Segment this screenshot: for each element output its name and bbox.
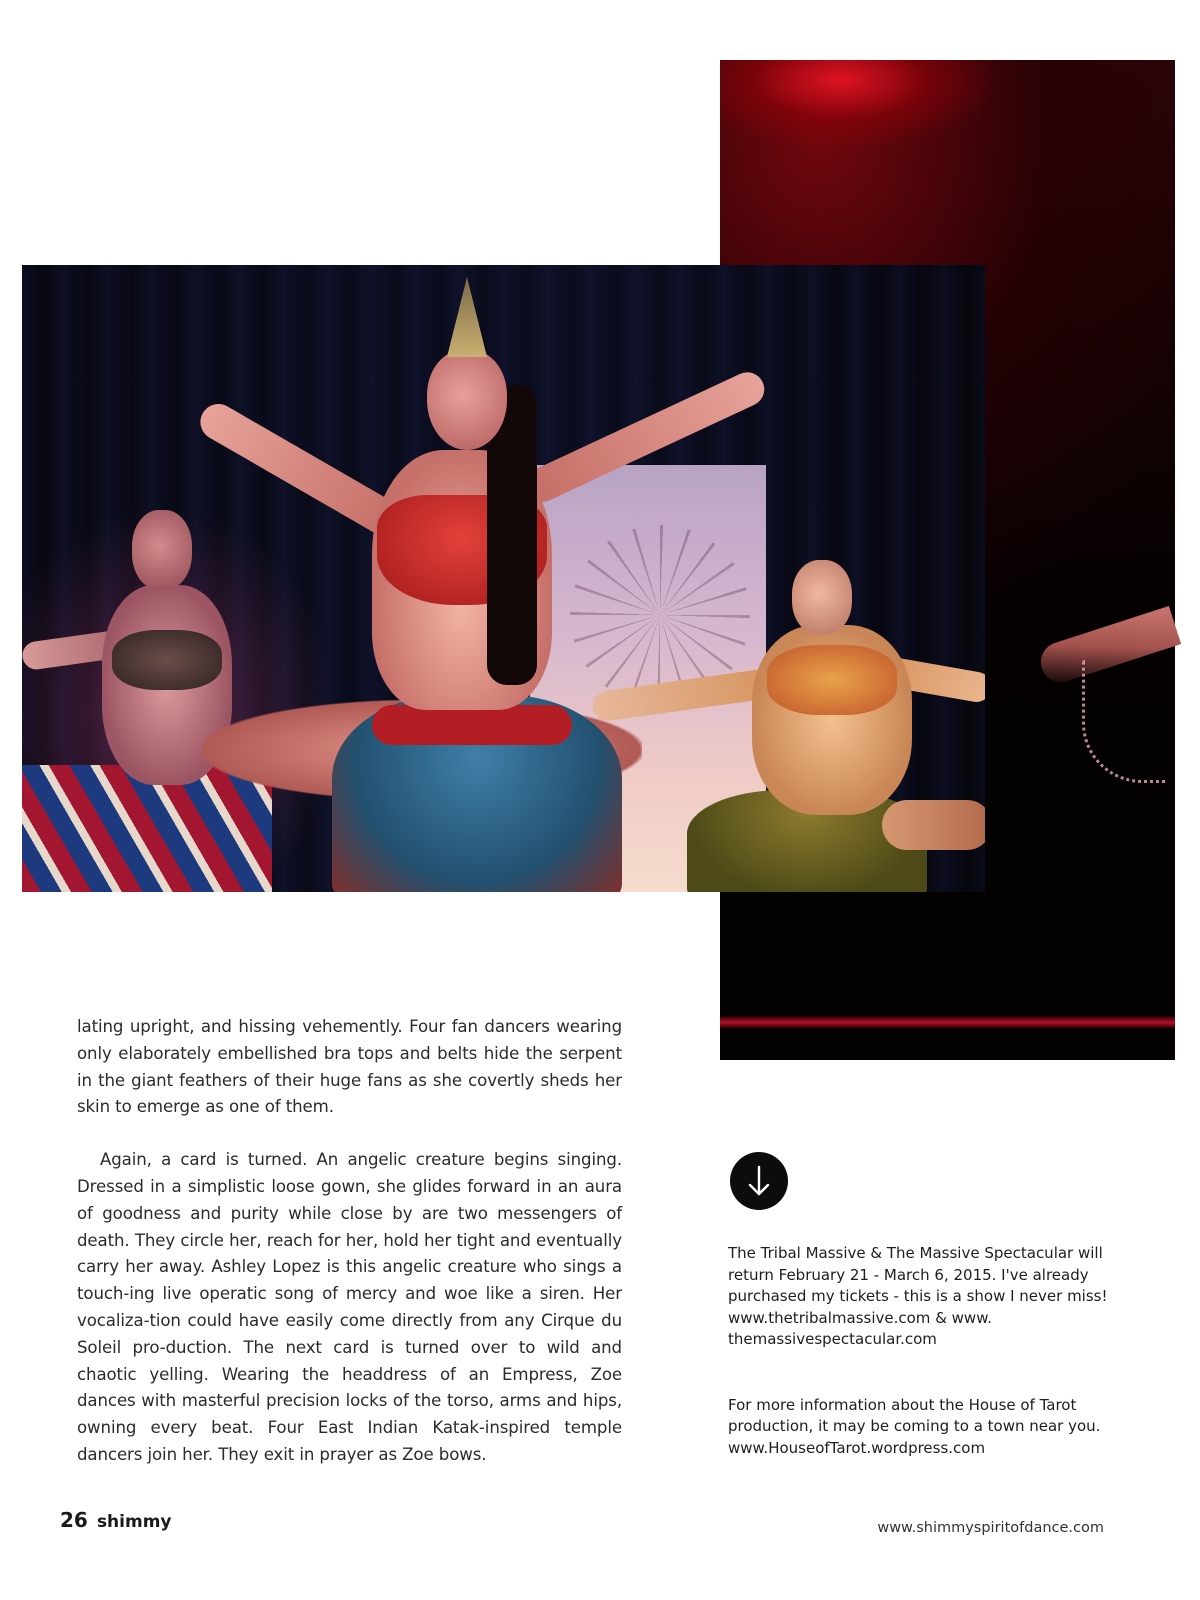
page-number: 26 <box>60 1508 88 1532</box>
sidebar-paragraph: For more information about the House of Tarot production, it may be coming to a town near you. www.HouseofTarot.wordpress.com <box>728 1395 1101 1457</box>
folio <box>60 1508 172 1532</box>
magazine-name: shimmy <box>96 1512 172 1532</box>
sidebar-info <box>728 1243 1108 1503</box>
stage-edge <box>720 1015 1175 1029</box>
article-body <box>77 1014 622 1495</box>
body-paragraph: Again, a card is turned. An angelic creature begins singing. Dressed in a simplistic loose gown, she glides forward in an aura of goodness and purity while close by are two messengers of death. They circle her, reach for her, hold her tight and eventually carry her away. Ashley Lopez is this angelic creature who sings a touch-ing live operatic song of mercy and woe like a siren. Her vocaliza-tion could have easily come directly from any Cirque du Soleil pro-duction. The next card is turned over to wild and chaotic yelling. Wearing the headdress of an Empress, Zoe dances with masterful precision locks of the torso, arms and hips, owning every beat. Four East Indian Katak-inspired temple dancers join her. They exit in prayer as Zoe bows. <box>77 1150 622 1464</box>
sidebar-paragraph: The Tribal Massive & The Massive Spectacular will return February 21 - March 6, 2015. I've already purchased my tickets - this is a show I never miss! www.thetribalmassive.com & www. themassivespectacular.com <box>728 1244 1108 1348</box>
arrow-down-icon <box>730 1152 788 1210</box>
stage-photo-main <box>22 265 985 892</box>
body-paragraph: lating upright, and hissing vehemently. Four fan dancers wearing only elaborately embellished bra tops and belts hide the serpent in the giant feathers of their huge fans as she covertly sheds her skin to emerge as one of them. <box>77 1017 622 1117</box>
website-url: www.shimmyspiritofdance.com <box>877 1520 1104 1536</box>
bead-chain <box>1082 660 1165 783</box>
